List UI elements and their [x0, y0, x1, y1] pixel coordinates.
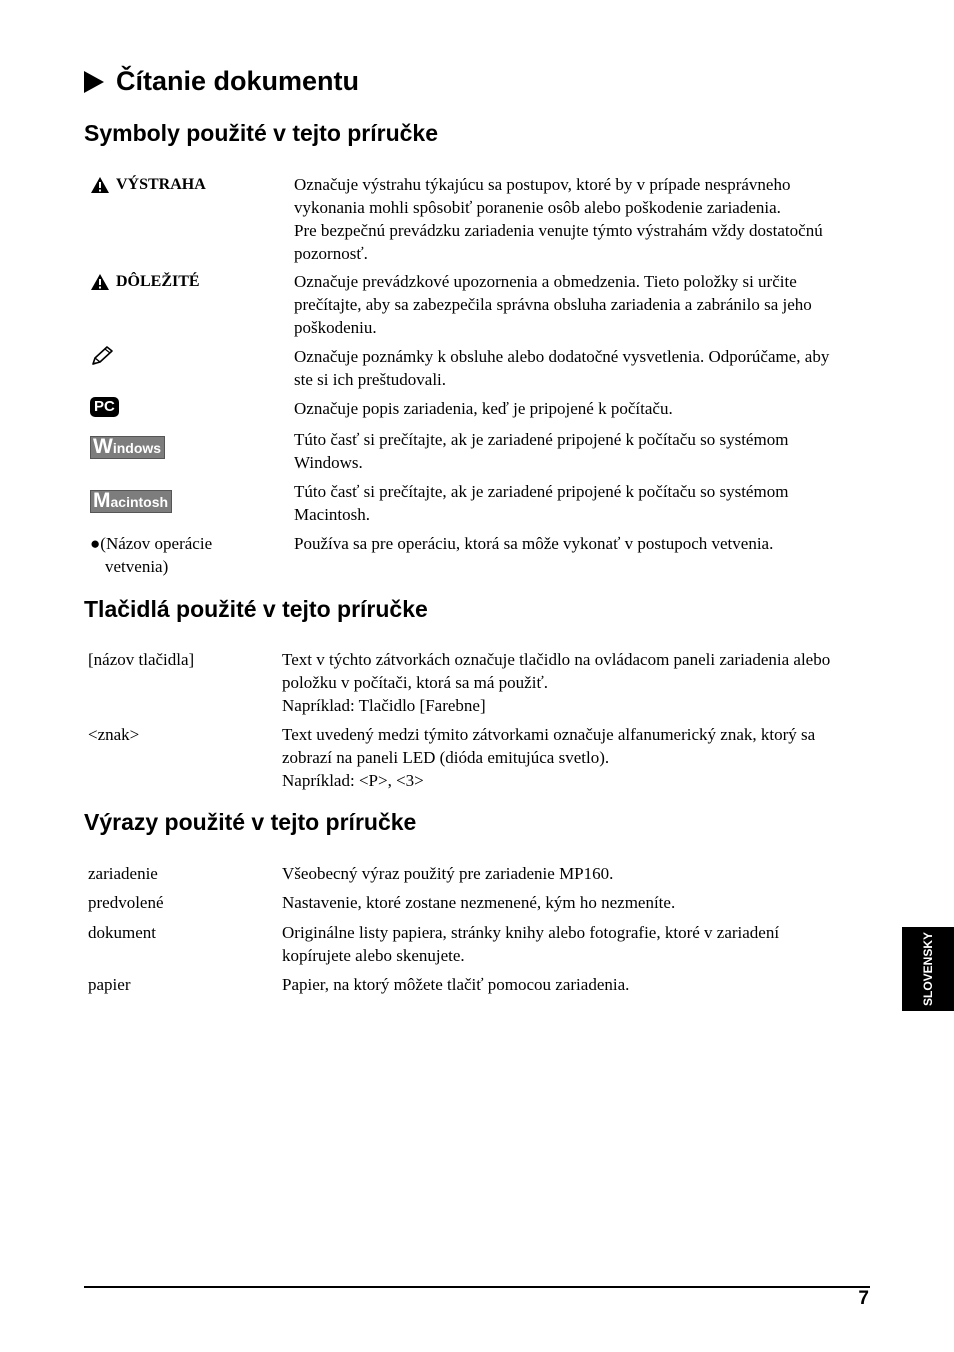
note-description	[294, 345, 884, 391]
macintosh-badge-icon	[90, 490, 172, 513]
footer-rule	[84, 1286, 870, 1288]
badge-initial: W	[93, 435, 113, 458]
symbols-heading: Symboly použité v tejto príručke	[84, 120, 439, 146]
desc-line: Všeobecný výraz použitý pre zariadenie MP160.	[282, 864, 614, 883]
button-term: <znak>	[88, 725, 140, 744]
important-term	[90, 270, 200, 293]
pc-term	[90, 394, 119, 417]
desc-line: Pre bezpečnú prevádzku zariadenia venujte týmto výstrahám vždy dostatočnú	[294, 221, 823, 240]
term-description	[282, 891, 872, 914]
note-term	[90, 345, 116, 373]
desc-line: Označuje poznámky k obsluhe alebo dodatočné vysvetlenia. Odporúčame, aby	[294, 347, 830, 366]
button-term: [názov tlačidla]	[88, 650, 195, 669]
windows-term	[90, 436, 165, 459]
branch-term-line: vetvenia)	[105, 557, 169, 576]
button-description	[282, 648, 872, 717]
branch-description	[294, 532, 884, 555]
term-name: dokument	[88, 923, 156, 942]
windows-description	[294, 428, 884, 474]
desc-line: vykonania mohli spôsobiť poranenie osôb alebo poškodenie zariadenia.	[294, 198, 781, 217]
language-side-tab	[902, 927, 954, 1011]
buttons-heading: Tlačidlá použité v tejto príručke	[84, 596, 428, 622]
pencil-note-icon	[90, 345, 116, 367]
warning-term	[90, 173, 206, 196]
desc-line: položku v počítači, ktorá sa má použiť.	[282, 673, 548, 692]
button-description	[282, 723, 872, 792]
terms-heading: Výrazy použité v tejto príručke	[84, 809, 417, 835]
language-side-tab-label: SLOVENSKY	[921, 931, 935, 1007]
triangle-bullet-icon	[84, 71, 104, 93]
term-name: papier	[88, 975, 131, 994]
desc-line: Macintosh.	[294, 505, 371, 524]
desc-line: Napríklad: <P>, <3>	[282, 771, 424, 790]
term-description	[282, 862, 872, 885]
desc-line: Papier, na ktorý môžete tlačiť pomocou zariadenia.	[282, 975, 630, 994]
desc-line: Označuje prevádzkové upozornenia a obmedzenia. Tieto položky si určite	[294, 272, 797, 291]
warning-label: VÝSTRAHA	[116, 176, 206, 193]
term-description	[282, 921, 872, 967]
important-triangle-icon	[90, 273, 110, 291]
page-number: 7	[858, 1288, 869, 1309]
branch-term	[90, 532, 212, 578]
desc-line: Túto časť si prečítajte, ak je zariadené pripojené k počítaču so systémom	[294, 430, 789, 449]
macintosh-description	[294, 480, 884, 526]
page-title	[84, 66, 359, 97]
term-name: zariadenie	[88, 864, 158, 883]
bullet-icon: ●	[90, 534, 101, 553]
important-label: DÔLEŽITÉ	[116, 273, 200, 290]
desc-line: Text v týchto zátvorkách označuje tlačidlo na ovládacom paneli zariadenia alebo	[282, 650, 831, 669]
desc-line: ste si ich preštudovali.	[294, 370, 447, 389]
desc-line: Originálne listy papiera, stránky knihy alebo fotografie, ktoré v zariadení	[282, 923, 780, 942]
desc-line: prečítajte, aby sa zabezpečila správna obsluha zariadenia a zabránilo sa jeho	[294, 295, 812, 314]
desc-line: Text uvedený medzi týmito zátvorkami označuje alfanumerický znak, ktorý sa	[282, 725, 816, 744]
desc-line: Nastavenie, ktoré zostane nezmenené, kým ho nezmeníte.	[282, 893, 676, 912]
desc-line: kopírujete alebo skenujete.	[282, 946, 465, 965]
badge-rest: indows	[112, 440, 162, 456]
macintosh-term	[90, 490, 172, 513]
desc-line: poškodeniu.	[294, 318, 377, 337]
term-description	[282, 973, 872, 996]
desc-line: Túto časť si prečítajte, ak je zariadené pripojené k počítaču so systémom	[294, 482, 789, 501]
branch-term-line: (Názov operácie	[100, 534, 213, 553]
desc-line: pozornosť.	[294, 244, 368, 263]
desc-line: Označuje výstrahu týkajúcu sa postupov, ktoré by v prípade nesprávneho	[294, 175, 791, 194]
desc-line: Označuje popis zariadenia, keď je pripojené k počítaču.	[294, 399, 673, 418]
term-name: predvolené	[88, 893, 164, 912]
desc-line: Používa sa pre operáciu, ktorá sa môže vykonať v postupoch vetvenia.	[294, 534, 774, 553]
warning-triangle-icon	[90, 176, 110, 194]
pc-badge-icon: PC	[90, 397, 119, 417]
desc-line: Napríklad: Tlačidlo [Farebne]	[282, 696, 486, 715]
badge-rest: acintosh	[110, 494, 169, 510]
warning-description	[294, 173, 884, 265]
desc-line: Windows.	[294, 453, 363, 472]
desc-line: zobrazí na paneli LED (dióda emitujúca svetlo).	[282, 748, 610, 767]
page-title-text: Čítanie dokumentu	[116, 66, 360, 96]
pc-description	[294, 397, 884, 420]
badge-initial: M	[93, 489, 111, 512]
windows-badge-icon	[90, 436, 165, 459]
important-description	[294, 270, 884, 339]
